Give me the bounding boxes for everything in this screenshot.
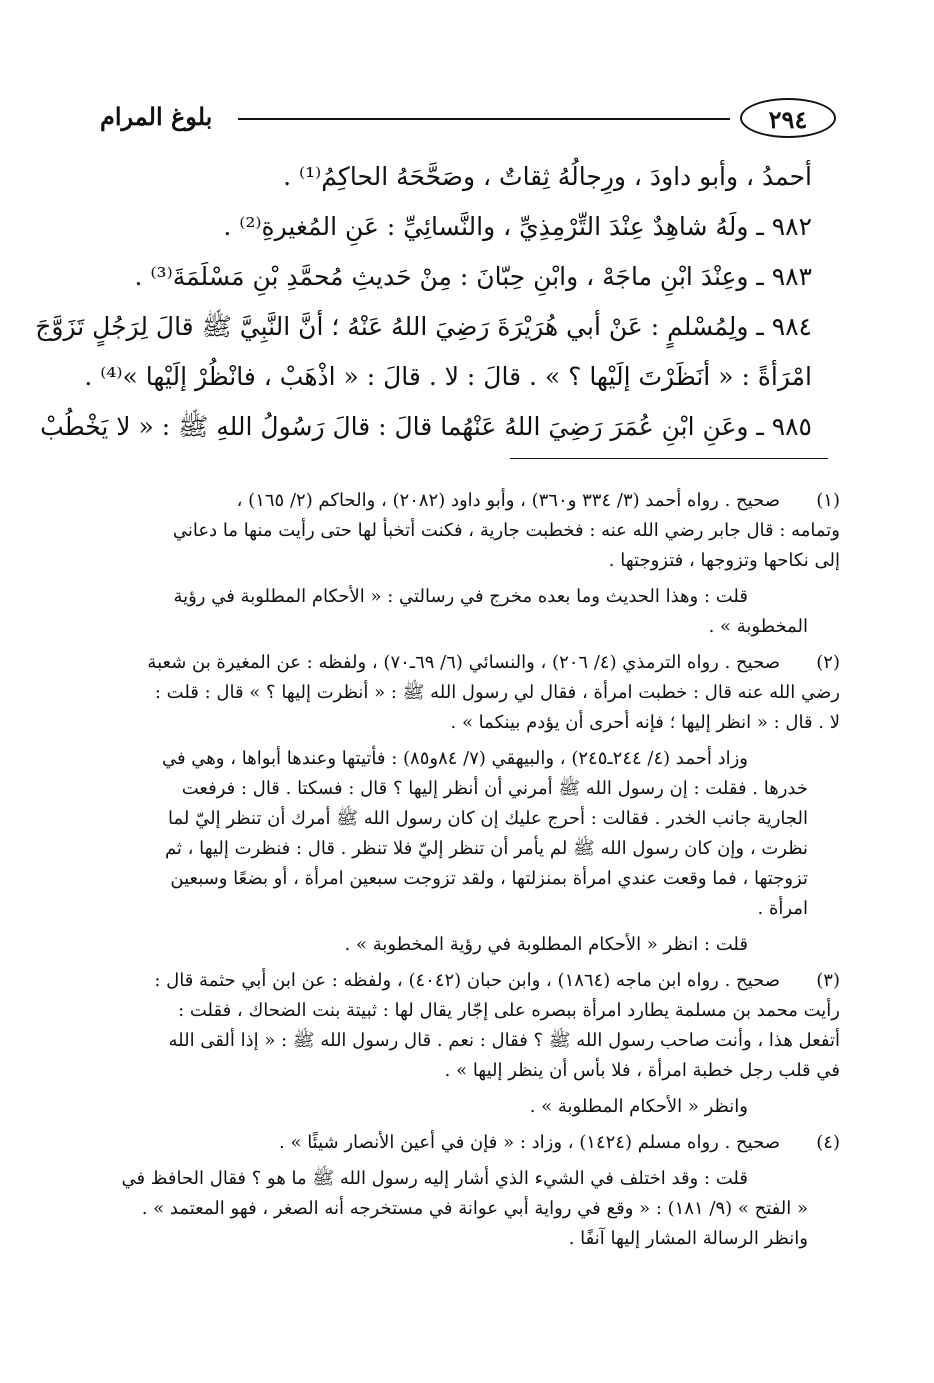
footnote-line: إلى نكاحها وتزوجها ، فتزوجتها . [608, 550, 840, 571]
footnote-line: وزاد أحمد (٤/ ٢٤٤ـ٢٤٥) ، والبيهقي (٧/ ٨٤و٨٥) : فأتيتها وعندها أبواها ، وهي في [161, 748, 748, 769]
footnote-2 [95, 648, 840, 960]
hadith-985: ٩٨٥ ـ وعَنِ ابْنِ عُمَرَ رَضِيَ اللهُ عَنْهُما قالَ : قالَ رَسُولُ اللهِ ﷺ : « لا يَخْطُبْ [40, 412, 812, 441]
book-title: بلوغ المرام [100, 102, 213, 131]
footnote-line: نظرت ، وإن كان رسول الله ﷺ لم يأمر أن تنظر إليّ فلا تنظر . قال : فنظرت إليها ، ثم [164, 838, 808, 859]
footnote-mark: (٣) [816, 970, 840, 991]
footnote-line: صحيح . رواه ابن ماجه (١٨٦٤) ، وابن حبان (٤٠٤٢) ، ولفظه : عن ابن أبي حثمة قال : [154, 970, 780, 991]
hadith-984-cont: امْرَأةً : « أنَظَرْتَ إلَيْها ؟ » . قالَ : لا . قالَ : « اذْهَبْ ، فانْظُرْ إلَيْها »⁽⁴⁾ . [84, 362, 812, 391]
footnote-line: رضي الله عنه قال : خطبت امرأة ، فقال لي رسول الله ﷺ : « أنظرت إليها ؟ » قال : قلت : [154, 682, 840, 703]
footnote-paragraph [95, 1128, 780, 1158]
footnote-paragraph [95, 1092, 780, 1122]
header-rule [238, 118, 730, 120]
footnote-mark: (٤) [816, 1132, 840, 1153]
footnote-paragraph [95, 648, 840, 738]
footnote-paragraph [95, 966, 840, 1086]
footnote-line: قلت : وقد اختلف في الشيء الذي أشار إليه رسول الله ﷺ ما هو ؟ فقال الحافظ في [121, 1168, 748, 1189]
footnote-line: قلت : انظر « الأحكام المطلوبة في رؤية المخطوبة » . [344, 934, 748, 955]
footnote-line: وانظر « الأحكام المطلوبة » . [529, 1096, 748, 1117]
hadith-983: ٩٨٣ ـ وعِنْدَ ابْنِ ماجَهْ ، وابْنِ حِبّانَ : مِنْ حَديثِ مُحمَّدِ بْنِ مَسْلَمَةَ⁽³⁾ . [134, 262, 812, 291]
hadith-982: ٩٨٢ ـ ولَهُ شاهِدٌ عِنْدَ التِّرْمِذِيِّ ، والنَّسائِيِّ : عَنِ المُغيرةِ⁽²⁾ . [223, 212, 812, 241]
footnote-paragraph [95, 930, 780, 960]
footnote-mark: (١) [816, 490, 840, 511]
main-line: أحمدُ ، وأبو داودَ ، ورِجالُهُ ثِقاتٌ ، وصَحَّحَهُ الحاكِمُ⁽¹⁾ . [283, 162, 812, 191]
footnote-paragraph [95, 744, 808, 924]
main-text [35, 152, 812, 452]
footnote-line: أتفعل هذا ، وأنت صاحب رسول الله ﷺ ؟ فقال : نعم . قال رسول الله ﷺ : « إذا ألقى الله [168, 1030, 840, 1051]
footnote-paragraph [95, 582, 808, 642]
footnote-line: قلت : وهذا الحديث وما بعده مخرج في رسالتي : « الأحكام المطلوبة في رؤية [173, 586, 748, 607]
footnote-line: صحيح . رواه مسلم (١٤٢٤) ، وزاد : « فإن في أعين الأنصار شيئًا » . [279, 1132, 780, 1153]
footnote-4 [95, 1128, 840, 1254]
page-number: ٢٩٤ [740, 98, 836, 138]
footnote-paragraph [95, 486, 840, 576]
hadith-984: ٩٨٤ ـ ولِمُسْلمٍ : عَنْ أبي هُرَيْرَةَ رَضِيَ اللهُ عَنْهُ ؛ أنَّ النَّبِيَّ ﷺ قالَ لِرَجُلٍ تَزَوَّجَ [35, 312, 812, 341]
footnote-line: خدرها . فقلت : إن رسول الله ﷺ أمرني أن أنظر إليها ؟ قال : فسكتا . قال : فرفعت [181, 778, 808, 799]
footnote-line: الجارية جانب الخدر . فقالت : أحرج عليك إن كان رسول الله ﷺ أمرك أن تنظر إليّ لما [168, 808, 808, 829]
footnote-paragraph [95, 1164, 808, 1254]
footnotes [95, 480, 840, 1260]
footnote-line: « الفتح » (٩/ ١٨١) : « وقع في رواية أبي عوانة في مستخرجه أنه الصغر ، فهو المعتمد » . [141, 1198, 808, 1219]
footnote-line: في قلب رجل خطبة امرأة ، فلا بأس أن ينظر إليها » . [444, 1060, 840, 1081]
footnote-line: صحيح . رواه الترمذي (٤/ ٢٠٦) ، والنسائي (٦/ ٦٩ـ٧٠) ، ولفظه : عن المغيرة بن شعبة [147, 652, 780, 673]
footnote-line: رأيت محمد بن مسلمة يطارد امرأة ببصره على إجّار يقال لها : ثبيتة بنت الضحاك ، فقلت : [178, 1000, 840, 1021]
footnote-separator [510, 458, 828, 459]
footnote-line: وتمامه : قال جابر رضي الله عنه : فخطبت جارية ، فكنت أتخبأ لها حتى رأيت منها ما دعاني [172, 520, 840, 541]
page-header [96, 92, 848, 142]
footnote-3 [95, 966, 840, 1122]
footnote-line: تزوجتها ، فما وقعت عندي امرأة بمنزلتها ، ولقد تزوجت سبعين امرأة ، أو بضعًا وسبعين [170, 868, 808, 889]
footnote-line: وانظر الرسالة المشار إليها آنفًا . [568, 1228, 808, 1249]
footnote-1 [95, 486, 840, 642]
footnote-line: صحيح . رواه أحمد (٣/ ٣٣٤ و٣٦٠) ، وأبو داود (٢٠٨٢) ، والحاكم (٢/ ١٦٥) ، [236, 490, 780, 511]
footnote-line: لا . قال : « انظر إليها ؛ فإنه أحرى أن يؤدم بينكما » . [450, 712, 840, 733]
footnote-line: المخطوبة » . [708, 616, 808, 637]
footnote-line: امرأة . [757, 898, 808, 919]
footnote-mark: (٢) [816, 652, 840, 673]
